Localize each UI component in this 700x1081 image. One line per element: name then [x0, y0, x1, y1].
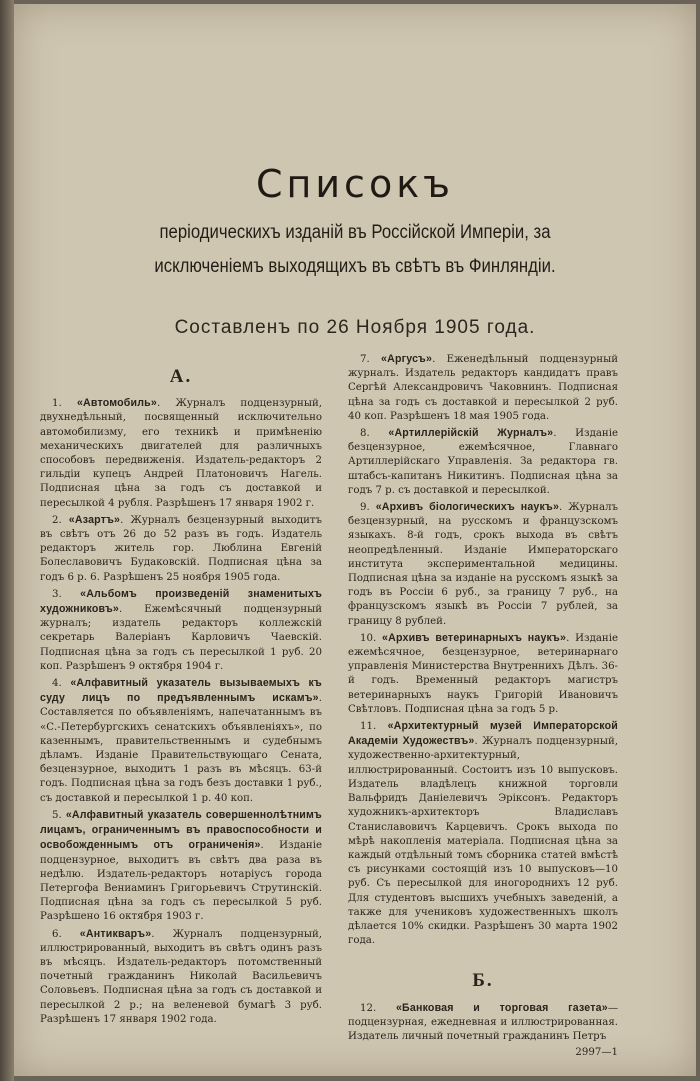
entry-number: 2. — [52, 514, 62, 526]
list-entry — [348, 719, 618, 948]
entry-title: «Азартъ» — [68, 513, 121, 526]
entry-number: 8. — [360, 428, 370, 440]
entry-title: «Банковая и торговая газета» — [395, 1001, 608, 1014]
document-page — [14, 4, 696, 1076]
entry-title: «Архивъ біологическихъ наукъ» — [375, 501, 560, 514]
list-entry — [348, 426, 618, 498]
compiled-date: Составленъ по 26 Ноября 1905 года. — [174, 317, 536, 338]
list-entry — [40, 927, 322, 1027]
page-mark: 2997—1 — [575, 1047, 618, 1059]
right-entry-list — [348, 352, 618, 948]
entry-text: . Составляется по объявленіямъ, напечатаннымъ въ «С.-Петербургскихъ сенатскихъ объявленіяхъ», по казеннымъ, правительственнымъ и судебнымъ дѣламъ. Изданіе Правительствующаго Сената, безцензурное, выходитъ 1 разъ въ мѣсяцъ. 63-й годъ. Подписная цѣна за годъ безъ доставки 1 руб., съ доставкой и пересылкой 1 р. 40 коп. — [40, 693, 322, 804]
entry-title: «Антикваръ» — [79, 927, 152, 940]
entry-text: —подцензурная, ежедневная и иллюстрированная. Издатель личный почетный гражданинъ Петръ — [348, 1002, 618, 1042]
section-letter-a: А. — [169, 366, 193, 387]
entry-number: 11. — [360, 721, 377, 733]
entry-text: . Еженедѣльный подцензурный журналъ. Издатель редакторъ кандидатъ правъ Сергѣй Александровичъ Чаковнинъ. Подписная цѣна за годъ съ доставкой и пересылкой 2 руб. 40 коп. Разрѣшенъ 18 мая 1905 года. — [348, 354, 618, 422]
page-title: Списокъ — [255, 162, 455, 206]
list-entry — [348, 352, 618, 424]
book-spine — [0, 0, 14, 1081]
entry-title: «Архитектурный музей Императорской Академіи Художествъ» — [348, 720, 618, 748]
left-column — [40, 352, 322, 1029]
entry-title: «Алфавитный указатель вызываемыхъ къ суду лицъ по предъявленнымъ искамъ» — [40, 677, 322, 705]
list-entry — [40, 587, 322, 674]
entry-title: «Аргусъ» — [381, 353, 433, 365]
entry-title: «Алфавитный указатель совершеннолѣтнимъ лицамъ, ограниченнымъ въ правоспособности и освобожденнымъ отъ ограниченія» — [40, 808, 322, 852]
entry-text: . Журналъ подцензурный, художественно-архитектурный, иллюстрированный. Состоитъ изъ 10 выпусковъ. Издатель владѣлецъ книжной торговли Вальфридъ Даніелевичъ Эрiксонъ. Редакторъ художникъ-архитекторъ Владиславъ Станиславовичъ Карцевичъ. Срокъ выхода по мѣрѣ накопленія матеріала. Подписная цѣна за каждый отдѣльный томъ сборника статей вмѣстѣ съ рисунками состоящій изъ 10 выпусковъ—10 руб. Съ пересылкой для иногороднихъ 12 руб. Для студентовъ высшихъ учебныхъ заведеній, а также для учениковъ художественныхъ школъ дѣлается 10% скидки. Разрѣшенъ 30 марта 1902 года. — [348, 736, 618, 947]
list-entry — [40, 513, 322, 585]
entry-number: 5. — [52, 809, 62, 821]
entry-number: 3. — [52, 588, 62, 600]
list-entry — [348, 631, 618, 717]
entry-text: . Журналъ подцензурный, двухнедѣльный, посвященный исключительно автомобилизму, его техникѣ и примѣненію механическихъ двигателей для различныхъ способовъ передвиженія. Издатель-редакторъ 2 гильдіи купецъ Андрей Платоновичъ Нагель. Подписная цѣна за годъ съ доставкой и пересылкой 4 рубля. Разрѣшенъ 17 января 1902 г. — [40, 398, 322, 509]
entry-number: 12. — [360, 1002, 377, 1014]
entry-text: . Изданіе безцензурное, ежемѣсячное, Главнаго Артиллерійскаго Управленія. За редактора гв. штабсъ-капитанъ Никитинъ. Подписная цѣна за годъ 7 р. съ доставкой и пересылкой. — [348, 428, 618, 496]
entry-title: «Альбомъ произведеній знаменитыхъ художниковъ» — [40, 587, 322, 616]
entry-text: . Журналъ безцензурный, на русскомъ и французскомъ языкахъ. 8-й годъ, срокъ выхода въ свѣтъ неопредѣленный. Изданіе Императорскаго института экспериментальной медицины. Подписная цѣна за изданіе на русскомъ языкѣ за годъ въ Россіи 6 руб., за границу 7 руб., на французскомъ языкѣ въ Россіи 7 рублей, за границу 8 рублей. — [348, 502, 618, 627]
entry-title: «Архивъ ветеринарныхъ наукъ» — [382, 631, 567, 644]
page-subtitle: періодическихъ изданій въ Россійской Имперіи, за исключеніемъ выходящихъ въ свѣтъ въ Финляндіи. — [154, 222, 556, 277]
list-entry-b — [348, 1001, 618, 1045]
entry-number: 7. — [360, 354, 370, 365]
entry-title: «Артиллерійскій Журналъ» — [388, 427, 554, 440]
entry-number: 1. — [52, 398, 62, 410]
entry-number: 6. — [52, 928, 62, 940]
left-entry-list — [40, 396, 322, 1027]
entry-text: . Журналъ подцензурный, иллюстрированный, выходитъ въ свѣтъ одинъ разъ въ мѣсяцъ. Издатель-редакторъ потомственный почетный гражданинъ Николай Васильевичъ Соловьевъ. Подписная цѣна за годъ съ доставкой и пересылкой 2 р.; на веленевой бумагѣ 3 руб. Разрѣшенъ 17 января 1902 года. — [40, 928, 322, 1025]
list-entry — [348, 500, 618, 629]
entry-number: 9. — [360, 502, 370, 514]
right-column — [348, 352, 618, 1060]
entry-title: «Автомобиль» — [76, 397, 157, 410]
list-entry — [40, 808, 322, 925]
section-letter-b: Б. — [472, 970, 494, 992]
list-entry — [40, 676, 322, 806]
entry-text: . Изданіе ежемѣсячное, безцензурное, ветеринарнаго управленія Министерства Внутреннихъ Дѣлъ. 36-й годъ. Временный редакторъ магистръ ветеринарныхъ наукъ Григорій Ивановичъ Свѣтловъ. Подписная цѣна за годъ 5 р. — [348, 632, 618, 715]
entry-number: 10. — [360, 632, 377, 644]
entry-text: . Журналъ безцензурный выходитъ въ свѣтъ отъ 26 до 52 разъ въ годъ. Издатель редакторъ житель гор. Люблина Евгеній Болеславовичъ Будаковскій. Подписная цѣна за годъ 6 р. 6. Разрѣшенъ 25 ноября 1905 года. — [40, 514, 323, 583]
entry-number: 4. — [52, 678, 62, 690]
entry-text: . Изданіе подцензурное, выходитъ въ свѣтъ два раза въ недѣлю. Издатель-редакторъ нотаріусъ города Петергофа Вениаминъ Григорьевичъ Струтинскій. Подписная цѣна за годъ съ пересылкой 5 руб. Разрѣшено 16 октября 1903 г. — [40, 840, 323, 923]
list-entry — [40, 396, 322, 511]
entry-text: . Ежемѣсячный подцензурный журналъ; издатель редакторъ коллежскій секретарь Валеріанъ Карловичъ Чаевскій. Подписная цѣна за годъ съ пересылкой 1 руб. 20 коп. Разрѣшенъ 9 октября 1904 г. — [40, 604, 322, 672]
